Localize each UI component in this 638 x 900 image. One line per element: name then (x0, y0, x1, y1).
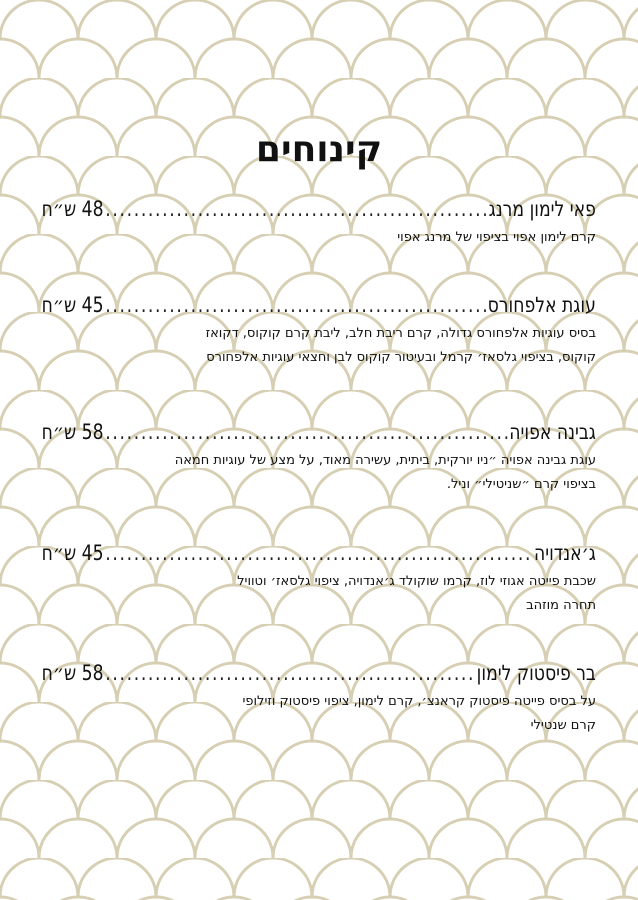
item-price: 45 ש״ח (41, 293, 104, 317)
item-description-line: שכבת פייטה אגוזי לוז, קרמו שוקולד ג׳אנדויה, ציפוי גלסאז׳ וטוויל (237, 574, 596, 589)
menu-item (42, 290, 596, 370)
item-name: פאי לימון מרנג (488, 197, 596, 221)
item-description-line: בציפוי קרם ״שניטילי״ וניל. (446, 477, 596, 492)
menu-item (42, 417, 596, 497)
menu-item (42, 194, 596, 250)
item-description-line: תחרה מוזהב (526, 598, 596, 613)
menu-item-header (42, 290, 596, 320)
dot-leader (105, 290, 486, 320)
item-name: עוגת אלפחורס (487, 293, 596, 317)
item-price: 48 ש״ח (41, 197, 104, 221)
dot-leader (105, 538, 532, 568)
item-name: גבינה אפויה (509, 420, 596, 444)
item-price: 45 ש״ח (41, 541, 104, 565)
item-price: 58 ש״ח (41, 661, 104, 685)
dot-leader (105, 658, 475, 688)
menu-item (42, 538, 596, 618)
dot-leader (105, 194, 487, 224)
item-description-line: בסיס עוגיות אלפחורס גדולה, קרם ריבת חלב, ליבת קרם קוקוס, דקואז (205, 326, 596, 341)
item-description-line: קוקוס, בציפוי גלסאז׳ קרמל ובעיטור קוקוס לבן וחצאי עוגיות אלפחורס (206, 350, 596, 365)
item-description-line: קרם לימון אפוי בציפוי של מרנג אפוי (397, 230, 596, 245)
menu-item-header (42, 538, 596, 568)
dot-leader (105, 417, 507, 447)
item-description-line: קרם שנטילי (530, 718, 596, 733)
item-name: בר פיסטוק לימון (476, 661, 596, 685)
item-description-line: עוגת גבינה אפויה ״ניו יורקית, ביתית, עשירה מאוד, על מצע של עוגיות חמאה (174, 453, 596, 468)
menu-item (42, 658, 596, 738)
item-price: 58 ש״ח (41, 420, 104, 444)
menu-item-header (42, 417, 596, 447)
item-description-line: על בסיס פייטה פיסטוק קראנצ׳, קרם לימון, ציפוי פיסטוק וזילופי (242, 694, 596, 709)
menu-item-header (42, 194, 596, 224)
menu-title: קינוחים (255, 129, 383, 170)
item-name: ג׳אנדויה (534, 541, 596, 565)
menu-item-header (42, 658, 596, 688)
